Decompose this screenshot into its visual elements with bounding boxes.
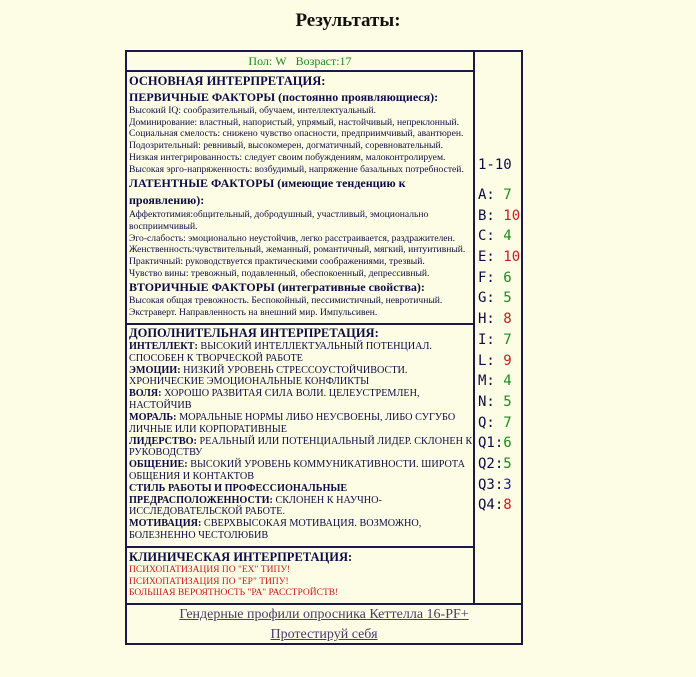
- factor-value: 8: [503, 311, 512, 328]
- factor-row: [478, 413, 520, 434]
- additional-interpretation: [129, 326, 473, 542]
- factor-row: [478, 268, 520, 289]
- factor-key: Q4:: [478, 497, 504, 514]
- factor-key: Q2:: [478, 455, 504, 472]
- item-label: МОТИВАЦИЯ:: [129, 518, 202, 530]
- factor-scores: [478, 157, 520, 516]
- factor-list: [478, 185, 520, 516]
- list-item: [129, 388, 473, 411]
- factor-value: 6: [503, 269, 512, 286]
- list-item: БОЛЬШАЯ ВЕРОЯТНОСТЬ "РА" РАССТРОЙСТВ!: [129, 588, 339, 599]
- secondary-list: [129, 295, 473, 318]
- item-text: СВЕРХВЫСОКАЯ МОТИВАЦИЯ. ВОЗМОЖНО, БОЛЕЗНЕННО ЧЕСТОЛЮБИВ: [129, 518, 422, 541]
- list-item: [129, 436, 473, 459]
- clinical-interpretation: [129, 550, 473, 600]
- list-item: [129, 365, 473, 388]
- factor-row: [478, 371, 520, 392]
- factor-row: [478, 454, 520, 475]
- factor-value: 4: [503, 373, 512, 390]
- clinical-heading: КЛИНИЧЕСКАЯ ИНТЕРПРЕТАЦИЯ:: [129, 550, 353, 564]
- factor-value: 8: [503, 497, 512, 514]
- factor-key: Q:: [478, 414, 495, 431]
- factor-key: C:: [478, 228, 495, 245]
- factor-key: B:: [478, 207, 495, 224]
- list-item: Чувство вины: тревожный, подавленный, обеспокоенный, депрессивный.: [129, 267, 430, 279]
- list-item: ПСИХОПАТИЗАЦИЯ ПО "ЕР" ТИПУ!: [129, 576, 289, 587]
- factor-row: [478, 247, 520, 268]
- list-item: Социальная смелость: снижено чувство опасности, предприимчивый, авантюрен.: [129, 128, 464, 140]
- factor-key: N:: [478, 393, 495, 410]
- factor-key: H:: [478, 311, 495, 328]
- list-item: Высокий IQ: сообразительный, обучаем, интеллектуальный.: [129, 105, 377, 116]
- item-text: ХОРОШО РАЗВИТАЯ СИЛА ВОЛИ. ЦЕЛЕУСТРЕМЛЕН, НАСТОЙЧИВ: [129, 388, 420, 411]
- item-text: НИЗКИЙ УРОВЕНЬ СТРЕССОУСТОЙЧИВОСТИ. ХРОНИЧЕСКИЕ ЭМОЦИОНАЛЬНЫЕ КОНФЛИКТЫ: [129, 364, 408, 388]
- primary-heading: ПЕРВИЧНЫЕ ФАКТОРЫ (постоянно проявляющиеся):: [129, 90, 439, 104]
- factor-row: [478, 351, 520, 372]
- item-label: ИНТЕЛЛЕКТ:: [129, 341, 198, 352]
- item-text: РЕАЛЬНЫЙ ИЛИ ПОТЕНЦИАЛЬНЫЙ ЛИДЕР. СКЛОНЕН К РУКОВОДСТВУ: [129, 435, 473, 459]
- factor-key: M:: [478, 373, 495, 390]
- list-item: Аффектотимия:общительный, добродушный, участливый, эмоционально восприимчивый.: [129, 209, 429, 232]
- divider-additional: [126, 323, 474, 325]
- list-item: [129, 412, 473, 435]
- factor-key: Q3:: [478, 476, 504, 493]
- factor-row: [478, 330, 520, 351]
- factor-row: [478, 433, 520, 454]
- item-label: ВОЛЯ:: [129, 388, 162, 400]
- item-text: ВЫСОКИЙ УРОВЕНЬ КОММУНИКАТИВНОСТИ. ШИРОТА ОБЩЕНИЯ И КОНТАКТОВ: [129, 459, 465, 483]
- item-label: МОРАЛЬ:: [129, 412, 177, 424]
- factor-key: G:: [478, 290, 495, 307]
- factor-key: E:: [478, 249, 495, 266]
- factor-value: 3: [503, 476, 512, 493]
- column-divider: [473, 51, 475, 603]
- factor-key: L:: [478, 352, 495, 369]
- item-label: ЛИДЕРСТВО:: [129, 435, 197, 447]
- factor-value: 5: [503, 455, 512, 472]
- factor-value: 10: [503, 207, 521, 224]
- test-yourself-link[interactable]: Протестируй себя: [270, 627, 378, 642]
- factor-row: [478, 475, 520, 496]
- meta-row: [126, 52, 474, 70]
- list-item: Высокая эрго-напряженность: возбудимый, напряжение базальных потребностей.: [129, 163, 464, 175]
- item-label: ОБЩЕНИЕ:: [129, 459, 188, 471]
- primary-list: [129, 105, 473, 175]
- list-item: Высокая общая тревожность. Беспокойный, пессимистичный, невротичный.: [129, 295, 443, 307]
- item-text: СКЛОНЕН К НАУЧНО-ИССЛЕДОВАТЕЛЬСКОЙ РАБОТЕ.: [129, 494, 382, 518]
- links-row: [126, 605, 522, 645]
- factor-key: I:: [478, 331, 495, 348]
- list-item: [129, 341, 473, 364]
- item-text: МОРАЛЬНЫЕ НОРМЫ ЛИБО НЕУСВОЕНЫ, ЛИБО СУГУБО ЛИЧНЫЕ ИЛИ КОРПОРАТИВНЫЕ: [129, 412, 456, 435]
- factor-key: A:: [478, 187, 495, 203]
- score-range: 1-10: [478, 157, 512, 173]
- item-label: ЭМОЦИИ:: [129, 364, 181, 376]
- factor-value: 4: [503, 228, 512, 245]
- profiles-link[interactable]: Гендерные профили опросника Кеттелла 16-PF+: [179, 607, 469, 622]
- factor-value: 9: [503, 352, 512, 369]
- list-item: Экстраверт. Направленность на внешний мир. Импульсивен.: [129, 307, 378, 319]
- factor-value: 7: [503, 414, 512, 431]
- main-interpretation: [129, 74, 473, 319]
- factor-value: 10: [503, 249, 521, 266]
- list-item: Доминирование: властный, напористый, упрямый, настойчивый, непреклонный.: [129, 116, 460, 128]
- list-item: [129, 518, 473, 541]
- list-item: Эго-слабость: эмоционально неустойчив, легко расстраивается, раздражителен.: [129, 232, 456, 244]
- secondary-heading: ВТОРИЧНЫЕ ФАКТОРЫ (интегративные свойства):: [129, 280, 425, 295]
- list-item: Практичный: руководствуется практическими соображениями, трезвый.: [129, 256, 425, 268]
- factor-value: 5: [503, 393, 512, 410]
- additional-heading: ДОПОЛНИТЕЛЬНАЯ ИНТЕРПРЕТАЦИЯ:: [129, 326, 379, 340]
- list-item: Подозрительный: ревнивый, высокомерен, догматичный, соревновательный.: [129, 140, 444, 152]
- list-item: [129, 459, 473, 482]
- factor-value: 5: [503, 290, 512, 307]
- additional-list: [129, 341, 473, 542]
- list-item: [129, 483, 473, 518]
- item-text: ВЫСОКИЙ ИНТЕЛЛЕКТУАЛЬНЫЙ ПОТЕНЦИАЛ. СПОСОБЕН К ТВОРЧЕСКОЙ РАБОТЕ: [129, 341, 432, 364]
- factor-value: 7: [503, 187, 512, 203]
- factor-row: [478, 392, 520, 413]
- factor-row: [478, 288, 520, 309]
- factor-row: [478, 185, 520, 206]
- item-label: СТИЛЬ РАБОТЫ И ПРОФЕССИОНАЛЬНЫЕ ПРЕДРАСПОЛОЖЕННОСТИ:: [129, 483, 348, 506]
- factor-value: 6: [503, 435, 512, 452]
- factor-key: F:: [478, 269, 495, 286]
- latent-heading: ЛАТЕНТНЫЕ ФАКТОРЫ (имеющие тенденцию к проявлению):: [129, 176, 406, 208]
- divider-clinical: [126, 546, 474, 548]
- age-value: Возраст:17: [295, 54, 352, 68]
- divider-meta: [126, 70, 474, 72]
- gender-value: Пол: W: [248, 54, 287, 68]
- latent-list: [129, 209, 473, 279]
- factor-value: 7: [503, 331, 512, 348]
- list-item: Низкая интегрированность: следует своим побуждениям, малоконтролируем.: [129, 151, 446, 163]
- list-item: ПСИХОПАТИЗАЦИЯ ПО "ЕХ" ТИПУ!: [129, 565, 291, 575]
- main-heading: ОСНОВНАЯ ИНТЕРПРЕТАЦИЯ:: [129, 74, 326, 88]
- factor-key: Q1:: [478, 435, 504, 452]
- factor-row: [478, 226, 520, 247]
- factor-row: [478, 495, 520, 516]
- factor-row: [478, 206, 520, 227]
- page-title: Результаты:: [295, 10, 401, 31]
- factor-row: [478, 309, 520, 330]
- list-item: Женственность:чувствительный, жеманный, романтичный, мягкий, интуитивный.: [129, 244, 466, 256]
